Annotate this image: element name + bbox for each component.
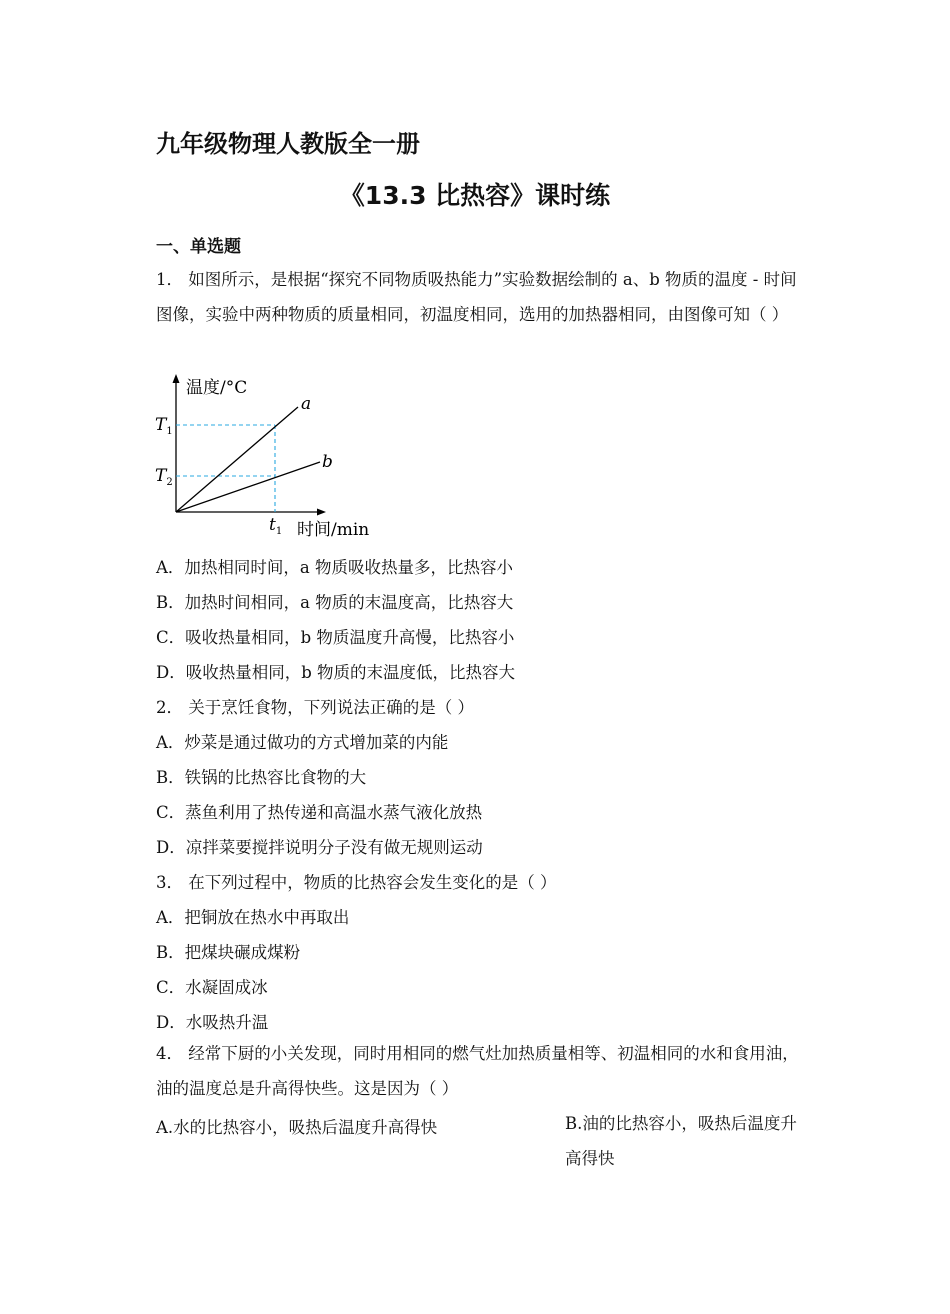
x-axis-label: 时间/min xyxy=(297,520,370,540)
section-heading: 一、单选题 xyxy=(156,237,241,257)
q3-option-c: C．水凝固成冰 xyxy=(156,978,268,997)
q1-option-c: C．吸收热量相同，b 物质温度升高慢，比热容小 xyxy=(156,628,515,647)
time-label: $t_1$ xyxy=(269,515,283,537)
question-3-stem: 3． 在下列过程中，物质的比热容会发生变化的是（ ） xyxy=(156,873,557,892)
line-b xyxy=(176,462,320,512)
q3-option-d: D．水吸热升温 xyxy=(156,1013,269,1032)
y-axis-arrow xyxy=(173,374,180,383)
question-4-stem: 4． 经常下厨的小关发现，同时用相同的燃气灶加热质量相等、初温相同的水和食用油，油的温度总是升高得快些。这是因为（ ） xyxy=(156,1044,799,1098)
x-axis-arrow xyxy=(317,509,326,516)
line-a xyxy=(176,407,298,512)
q3-option-a: A．把铜放在热水中再取出 xyxy=(156,908,350,927)
q4-option-b: B.油的比热容小，吸热后温度升高得快 xyxy=(565,1114,797,1168)
q2-option-c: C．蒸鱼利用了热传递和高温水蒸气液化放热 xyxy=(156,803,483,822)
question-2-stem: 2． 关于烹饪食物，下列说法正确的是（ ） xyxy=(156,698,474,717)
q2-option-a: A．炒菜是通过做功的方式增加菜的内能 xyxy=(156,733,449,752)
line-a-label: a xyxy=(301,394,312,414)
t2-label: $T_2$ xyxy=(155,466,173,488)
q1-option-b: B．加热时间相同，a 物质的末温度高，比热容大 xyxy=(156,593,514,612)
q1-option-a: A．加热相同时间，a 物质吸收热量多，比热容小 xyxy=(156,558,513,577)
temperature-time-graph xyxy=(152,372,382,548)
q4-option-a: A.水的比热容小，吸热后温度升高得快 xyxy=(156,1118,438,1137)
question-1-stem: 1． 如图所示，是根据“探究不同物质吸热能力”实验数据绘制的 a、b 物质的温度 - 时间图像，实验中两种物质的质量相同，初温度相同，选用的加热器相同，由图像可知（ ） xyxy=(156,270,797,324)
page-header: 九年级物理人教版全一册 xyxy=(156,130,420,158)
q2-option-d: D．凉拌菜要搅拌说明分子没有做无规则运动 xyxy=(156,838,483,857)
line-b-label: b xyxy=(322,452,333,472)
q2-option-b: B．铁锅的比热容比食物的大 xyxy=(156,768,367,787)
t1-label: $T_1$ xyxy=(155,415,173,437)
y-axis-label: 温度/°C xyxy=(186,378,248,398)
q3-option-b: B．把煤块碾成煤粉 xyxy=(156,943,301,962)
q1-option-d: D．吸收热量相同，b 物质的末温度低，比热容大 xyxy=(156,663,516,682)
page-title: 《13.3 比热容》课时练 xyxy=(339,181,611,210)
